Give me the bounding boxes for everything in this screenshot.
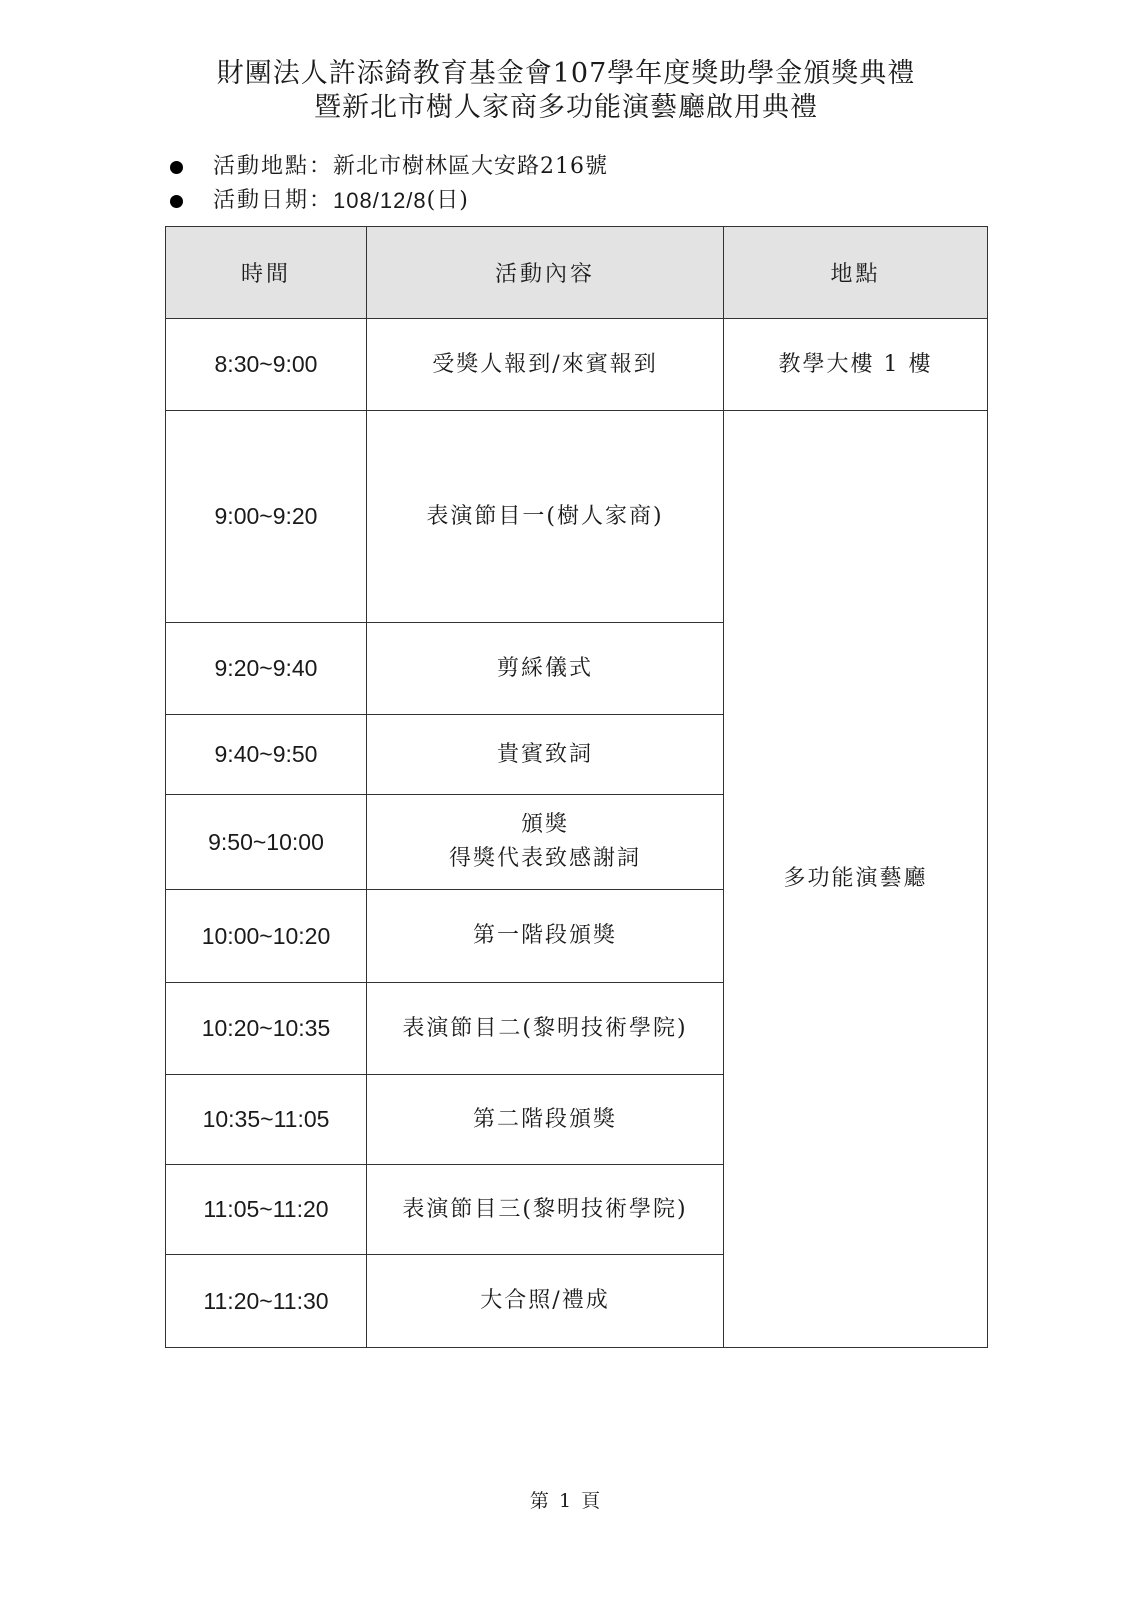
table-row [166,319,988,411]
activity-cell [367,411,724,623]
header-location: 地點 [724,227,988,319]
time-cell: 9:20~9:40 [166,623,367,715]
activity-text: 表演節目三(黎明技術學院) [402,1196,688,1222]
activity-cell [367,1075,724,1165]
date-day: (日) [426,188,469,213]
date-label: 活動日期： [213,188,334,213]
activity-cell [367,890,724,983]
activity-text: 第一階段頒獎 [472,923,617,948]
activity-text: 表演節目一(樹人家商) [426,503,664,529]
time-cell: 8:30~9:00 [166,319,367,411]
page-number: 第 1 頁 [529,1490,603,1512]
activity-cell [367,623,724,715]
header-activity: 活動內容 [367,227,724,319]
activity-text: 頒獎 [520,812,569,837]
activity-text: 受獎人報到/來賓報到 [432,351,658,377]
bullet-icon [170,161,183,174]
time-cell: 9:50~10:00 [166,795,367,890]
time-cell: 10:00~10:20 [166,890,367,983]
time-cell: 10:35~11:05 [166,1075,367,1165]
activity-text: 剪綵儀式 [496,655,593,681]
location-cell-merged: 多功能演藝廳 [724,411,988,1348]
schedule-table [165,226,988,1348]
info-date [170,186,469,216]
activity-cell [367,319,724,411]
activity-text: 第二階段頒獎 [472,1106,617,1132]
location-label: 活動地點： [213,154,334,179]
table-header-row [166,227,988,319]
activity-text: 得獎代表致感謝詞 [448,846,641,871]
header-time: 時間 [166,227,367,319]
time-cell: 11:20~11:30 [166,1255,367,1348]
activity-text: 表演節目二(黎明技術學院) [402,1015,688,1041]
info-location [170,152,608,182]
activity-cell [367,983,724,1075]
bullet-icon [170,195,183,208]
activity-text: 貴賓致詞 [496,741,593,767]
time-cell: 9:40~9:50 [166,715,367,795]
table-row [166,411,988,623]
date-value: 108/12/8 [333,188,427,213]
document-title-line1: 財團法人許添錡教育基金會107學年度獎助學金頒獎典禮 [216,58,916,89]
time-cell: 10:20~10:35 [166,983,367,1075]
activity-cell [367,715,724,795]
activity-cell [367,1165,724,1255]
time-cell: 9:00~9:20 [166,411,367,623]
document-title-line2: 暨新北市樹人家商多功能演藝廳啟用典禮 [314,92,818,123]
time-cell: 11:05~11:20 [166,1165,367,1255]
activity-cell [367,795,724,890]
location-value: 新北市樹林區大安路216號 [333,154,609,179]
activity-text: 大合照/禮成 [480,1288,610,1313]
activity-cell [367,1255,724,1348]
location-cell: 教學大樓 1 樓 [724,319,988,411]
